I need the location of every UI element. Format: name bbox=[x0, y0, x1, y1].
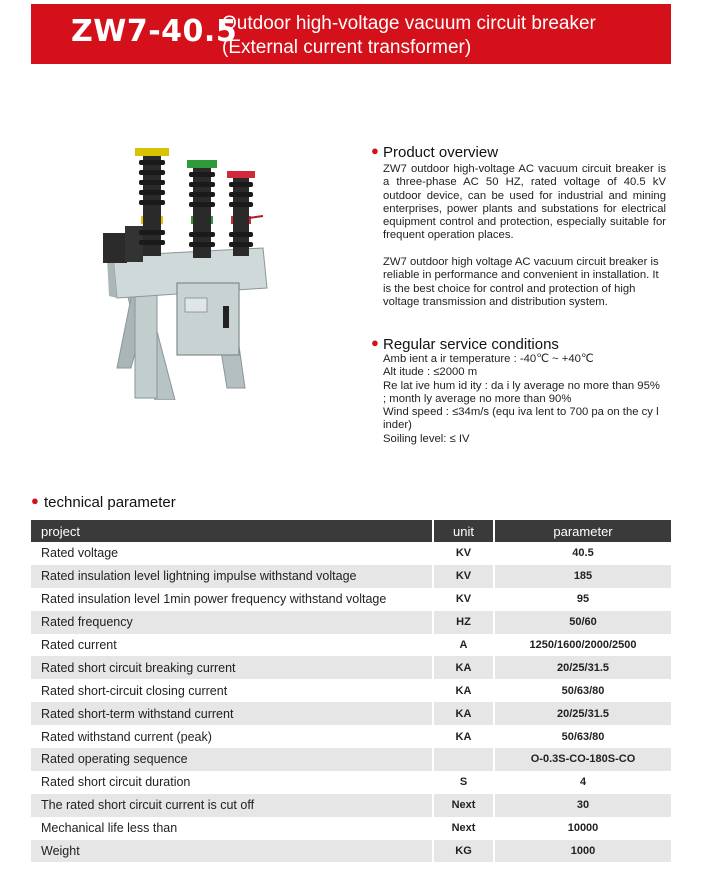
cell-project: Rated operating sequence bbox=[31, 748, 433, 771]
cell-unit: KA bbox=[433, 702, 494, 725]
service-line: Alt itude : ≤2000 m bbox=[383, 366, 478, 379]
service-heading: Regular service conditions bbox=[383, 336, 559, 353]
table-row bbox=[31, 794, 671, 817]
cell-parameter: 10000 bbox=[494, 817, 671, 840]
cell-project: Rated current bbox=[31, 634, 433, 657]
cell-unit: KA bbox=[433, 725, 494, 748]
header-unit: unit bbox=[433, 520, 494, 542]
cell-parameter: 4 bbox=[494, 771, 671, 794]
cell-parameter: 50/63/80 bbox=[494, 679, 671, 702]
cell-unit: KA bbox=[433, 656, 494, 679]
table-row bbox=[31, 771, 671, 794]
service-line: Re lat ive hum id ity : da i ly average no more than 95% ; month ly average no more than 90% bbox=[383, 379, 660, 405]
circuit-breaker-illustration bbox=[95, 138, 280, 400]
cell-unit: KV bbox=[433, 542, 494, 565]
table-row bbox=[31, 565, 671, 588]
cell-project: Mechanical life less than bbox=[31, 817, 433, 840]
cell-project: Rated frequency bbox=[31, 611, 433, 634]
cell-parameter: 50/60 bbox=[494, 611, 671, 634]
cell-parameter: 30 bbox=[494, 794, 671, 817]
cell-parameter: 1000 bbox=[494, 840, 671, 863]
product-title-line2: (External current transformer) bbox=[222, 37, 472, 58]
table-row bbox=[31, 588, 671, 611]
service-line: Amb ient a ir temperature : -40℃ ~ +40℃ bbox=[383, 353, 594, 365]
table-row bbox=[31, 840, 671, 863]
table-row bbox=[31, 748, 671, 771]
cell-unit: Next bbox=[433, 817, 494, 840]
cell-parameter: 40.5 bbox=[494, 542, 671, 565]
table-row bbox=[31, 656, 671, 679]
table-row bbox=[31, 634, 671, 657]
cell-unit: S bbox=[433, 771, 494, 794]
service-line: Wind speed : ≤34m/s (equ iva lent to 700 pa on the cy l inder) bbox=[383, 406, 659, 432]
header-banner bbox=[31, 4, 671, 64]
cell-project: Rated short circuit duration bbox=[31, 771, 433, 794]
cell-unit: HZ bbox=[433, 611, 494, 634]
cell-unit: KA bbox=[433, 679, 494, 702]
cell-project: Rated insulation level 1min power frequency withstand voltage bbox=[31, 588, 433, 611]
cell-parameter: 20/25/31.5 bbox=[494, 702, 671, 725]
cell-unit: Next bbox=[433, 794, 494, 817]
cell-parameter: 185 bbox=[494, 565, 671, 588]
table-row bbox=[31, 679, 671, 702]
bullet-icon: ● bbox=[371, 143, 379, 158]
bullet-icon: ● bbox=[371, 335, 379, 350]
table-row bbox=[31, 725, 671, 748]
table-row bbox=[31, 611, 671, 634]
cell-project: Rated short-circuit closing current bbox=[31, 679, 433, 702]
table-header-row bbox=[31, 520, 671, 542]
table-row bbox=[31, 817, 671, 840]
cell-project: The rated short circuit current is cut off bbox=[31, 794, 433, 817]
header-parameter: parameter bbox=[494, 520, 671, 542]
cell-project: Weight bbox=[31, 840, 433, 863]
cell-parameter: 50/63/80 bbox=[494, 725, 671, 748]
cell-project: Rated withstand current (peak) bbox=[31, 725, 433, 748]
cell-project: Rated short-term withstand current bbox=[31, 702, 433, 725]
technical-parameter-table bbox=[31, 520, 671, 862]
cell-unit: KV bbox=[433, 588, 494, 611]
cell-parameter: 20/25/31.5 bbox=[494, 656, 671, 679]
table-row bbox=[31, 702, 671, 725]
cell-unit: KV bbox=[433, 565, 494, 588]
service-line: Soiling level: ≤ IV bbox=[383, 432, 470, 445]
service-conditions-list bbox=[383, 353, 673, 446]
cell-parameter: 95 bbox=[494, 588, 671, 611]
overview-heading: Product overview bbox=[383, 144, 499, 161]
header-project: project bbox=[31, 520, 433, 542]
bullet-icon: ● bbox=[31, 493, 39, 508]
cell-parameter: 1250/1600/2000/2500 bbox=[494, 634, 671, 657]
product-title-line1: Outdoor high-voltage vacuum circuit breaker bbox=[222, 13, 596, 34]
cell-unit: KG bbox=[433, 840, 494, 863]
overview-paragraph-2: ZW7 outdoor high voltage AC vacuum circuit breaker is reliable in performance and convenient in installation. It is the best choice for control and protection of high voltage transmission and distribution system. bbox=[383, 256, 659, 308]
cell-project: Rated short circuit breaking current bbox=[31, 656, 433, 679]
cell-parameter: O-0.3S-CO-180S-CO bbox=[494, 748, 671, 771]
overview-paragraph-1: ZW7 outdoor high-voltage AC vacuum circuit breaker is a three-phase AC 50 HZ, rated voltage of 40.5 kV outdoor device, can be used for industrial and mining enterprises, power plants and substations for electrical equipment control and protection, especially suitable for frequent operation places. bbox=[383, 163, 666, 242]
cell-unit: A bbox=[433, 634, 494, 657]
cell-project: Rated voltage bbox=[31, 542, 433, 565]
table-row bbox=[31, 542, 671, 565]
cell-project: Rated insulation level lightning impulse withstand voltage bbox=[31, 565, 433, 588]
technical-heading: technical parameter bbox=[44, 494, 176, 511]
model-name: ZW7-40.5 bbox=[71, 14, 238, 49]
cell-unit bbox=[433, 748, 494, 771]
